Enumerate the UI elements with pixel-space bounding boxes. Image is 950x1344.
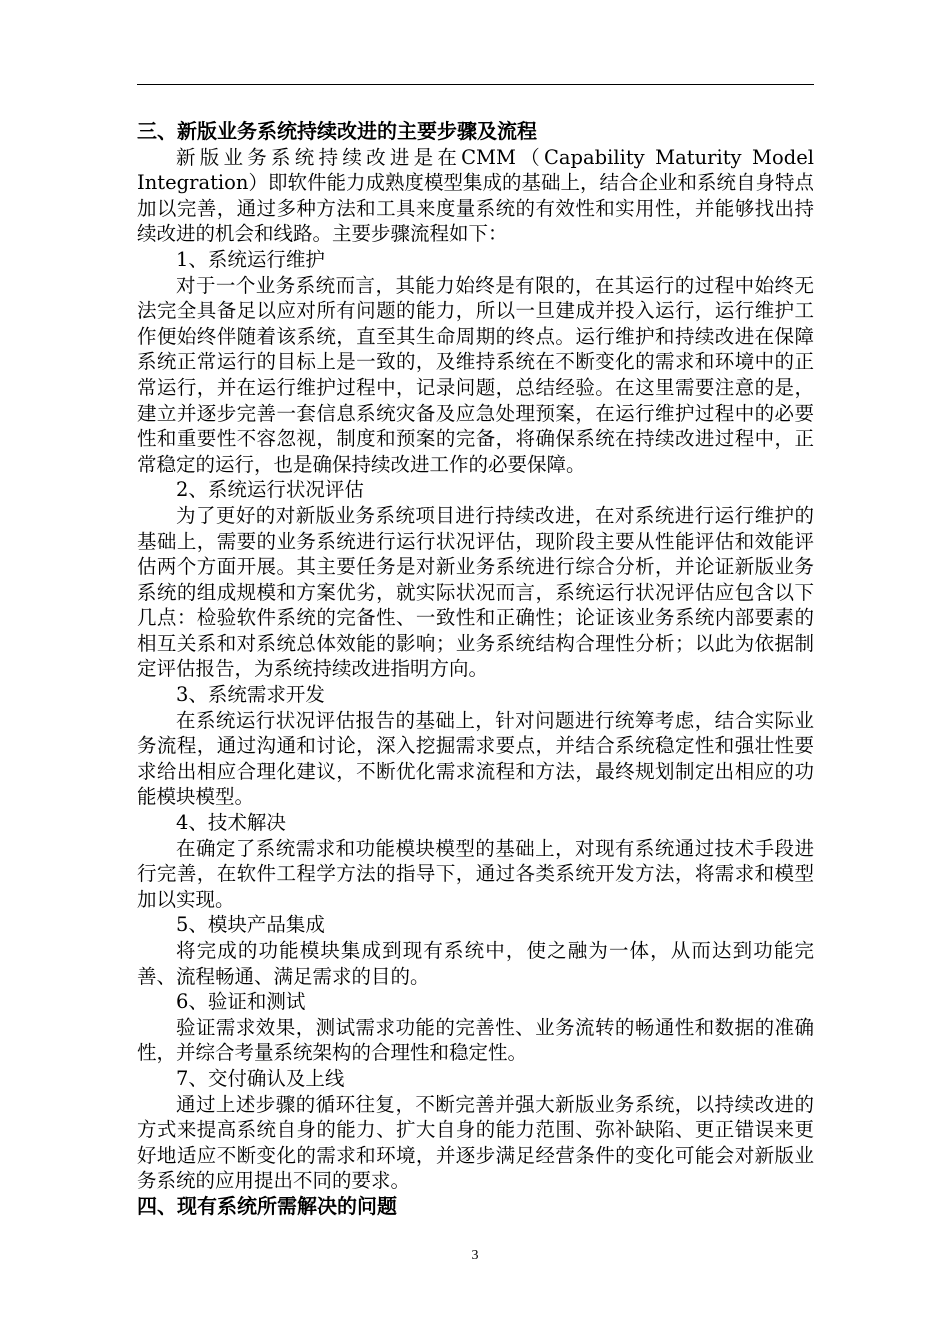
section-3-heading: 三、新版业务系统持续改进的主要步骤及流程 <box>137 119 537 143</box>
step-5-body: 将完成的功能模块集成到现有系统中，使之融为一体，从而达到功能完善、流程畅通、满足需求的目的。 <box>137 939 814 988</box>
step-2-body: 为了更好的对新版业务系统项目进行持续改进，在对系统进行运行维护的基础上，需要的业务系统进行运行状况评估，现阶段主要从性能评估和效能评估两个方面开展。其主要任务是对新业务系统进行综合分析，并论证新版业务系统的组成规模和方案优劣，就实际状况而言，系统运行状况评估应包含以下几点：检验软件系统的完备性、一致性和正确性；论证该业务系统内部要素的相互关系和对系统总体效能的影响；业务系统结构合理性分析；以此为依据制定评估报告，为系统持续改进指明方向。 <box>137 503 814 681</box>
step-1-title: 1、系统运行维护 <box>176 247 325 271</box>
step-5-title: 5、模块产品集成 <box>176 913 325 937</box>
section-4-heading: 四、现有系统所需解决的问题 <box>137 1193 397 1218</box>
step-3-body: 在系统运行状况评估报告的基础上，针对问题进行统筹考虑，结合实际业务流程，通过沟通和讨论，深入挖掘需求要点，并结合系统稳定性和强壮性要求给出相应合理化建议，不断优化需求流程和方法，最终规划制定出相应的功能模块模型。 <box>137 708 814 809</box>
document-body <box>137 119 814 1220</box>
step-4-body: 在确定了系统需求和功能模块模型的基础上，对现有系统通过技术手段进行完善，在软件工程学方法的指导下，通过各类系统开发方法，将需求和模型加以实现。 <box>137 836 814 911</box>
step-3-title: 3、系统需求开发 <box>176 683 325 707</box>
page-number: 3 <box>471 1248 479 1263</box>
step-7-body: 通过上述步骤的循环往复，不断完善并强大新版业务系统，以持续改进的方式来提高系统自身的能力、扩大自身的能力范围、弥补缺陷、更正错误来更好地适应不断变化的需求和环境，并逐步满足经营条件的变化可能会对新版业务系统的应用提出不同的要求。 <box>137 1092 814 1193</box>
section-3-intro: 新版业务系统持续改进是在CMM（Capability Maturity Model Integration）即软件能力成熟度模型集成的基础上，结合企业和系统自身特点加以完善，通过多种方法和工具来度量系统的有效性和实用性，并能够找出持续改进的机会和线路。主要步骤流程如下： <box>137 145 814 246</box>
step-7-title: 7、交付确认及上线 <box>176 1066 345 1090</box>
step-6-title: 6、验证和测试 <box>176 990 306 1014</box>
step-2-title: 2、系统运行状况评估 <box>176 478 364 502</box>
header-rule <box>137 84 814 85</box>
step-4-title: 4、技术解决 <box>176 811 286 835</box>
step-1-body: 对于一个业务系统而言，其能力始终是有限的，在其运行的过程中始终无法完全具备足以应对所有问题的能力，所以一旦建成并投入运行，运行维护工作便始终伴随着该系统，直至其生命周期的终点。运行维护和持续改进在保障系统正常运行的目标上是一致的，及维持系统在不断变化的需求和环境中的正常运行，并在运行维护过程中，记录问题，总结经验。在这里需要注意的是，建立并逐步完善一套信息系统灾备及应急处理预案，在运行维护过程中的必要性和重要性不容忽视，制度和预案的完备，将确保系统在持续改进过程中，正常稳定的运行，也是确保持续改进工作的必要保障。 <box>137 273 814 476</box>
step-6-body: 验证需求效果，测试需求功能的完善性、业务流转的畅通性和数据的准确性，并综合考量系统架构的合理性和稳定性。 <box>137 1015 814 1065</box>
